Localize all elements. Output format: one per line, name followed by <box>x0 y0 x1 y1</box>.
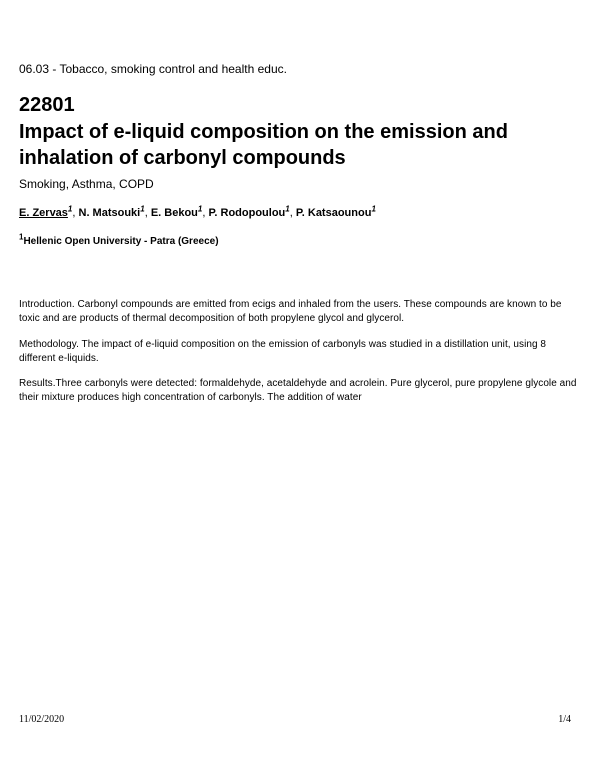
affiliation-marker: 1 <box>67 204 73 214</box>
author-name: P. Rodopoulou <box>208 207 286 219</box>
author-name: E. Zervas <box>19 207 68 219</box>
author-list: E. Zervas$^1$, N. Matsouki$^1$, E. Bekou$^1$, P. Rodopoulou$^1$, P. Katsaounou$^1$ <box>19 204 376 219</box>
introduction-paragraph: Introduction. Carbonyl compounds are emitted from ecigs and inhaled from the users. These compounds are known to be toxic and are products of thermal decomposition of both propylene glycol and glycerol. <box>19 299 562 324</box>
results-paragraph: Results.Three carbonyls were detected: formaldehyde, acetaldehyde and acrolein. Pure glycerol, pure propylene glycole and their mixture produces high concentration of carbonyls. The addition of water <box>19 378 577 403</box>
affiliation-marker: 1 <box>197 204 203 214</box>
affiliation-marker: 1 <box>285 204 290 214</box>
affiliation-marker: 1 <box>19 232 24 242</box>
author-name: P. Katsaounou <box>295 207 372 219</box>
affiliation-marker: 1 <box>140 204 145 214</box>
affiliation-text: Hellenic Open University - Patra (Greece) <box>23 236 219 247</box>
page-number: 1/4 <box>558 714 571 725</box>
author-name: N. Matsouki <box>78 207 141 219</box>
author-name: E. Bekou <box>150 207 198 219</box>
affiliation <box>19 232 219 249</box>
topic-keywords: Smoking, Asthma, COPD <box>19 177 154 191</box>
methodology-paragraph: Methodology. The impact of e-liquid composition on the emission of carbonyls was studied in a distillation unit, using 8 different e-liquids. <box>19 339 547 364</box>
abstract-title: Impact of e-liquid composition on the emission and inhalation of carbonyl compounds <box>19 121 508 169</box>
affiliation-marker: 1 <box>371 204 376 214</box>
category-label: 06.03 - Tobacco, smoking control and health educ. <box>19 62 287 76</box>
footer-date: 11/02/2020 <box>19 714 65 725</box>
abstract-number: 22801 <box>19 94 75 116</box>
